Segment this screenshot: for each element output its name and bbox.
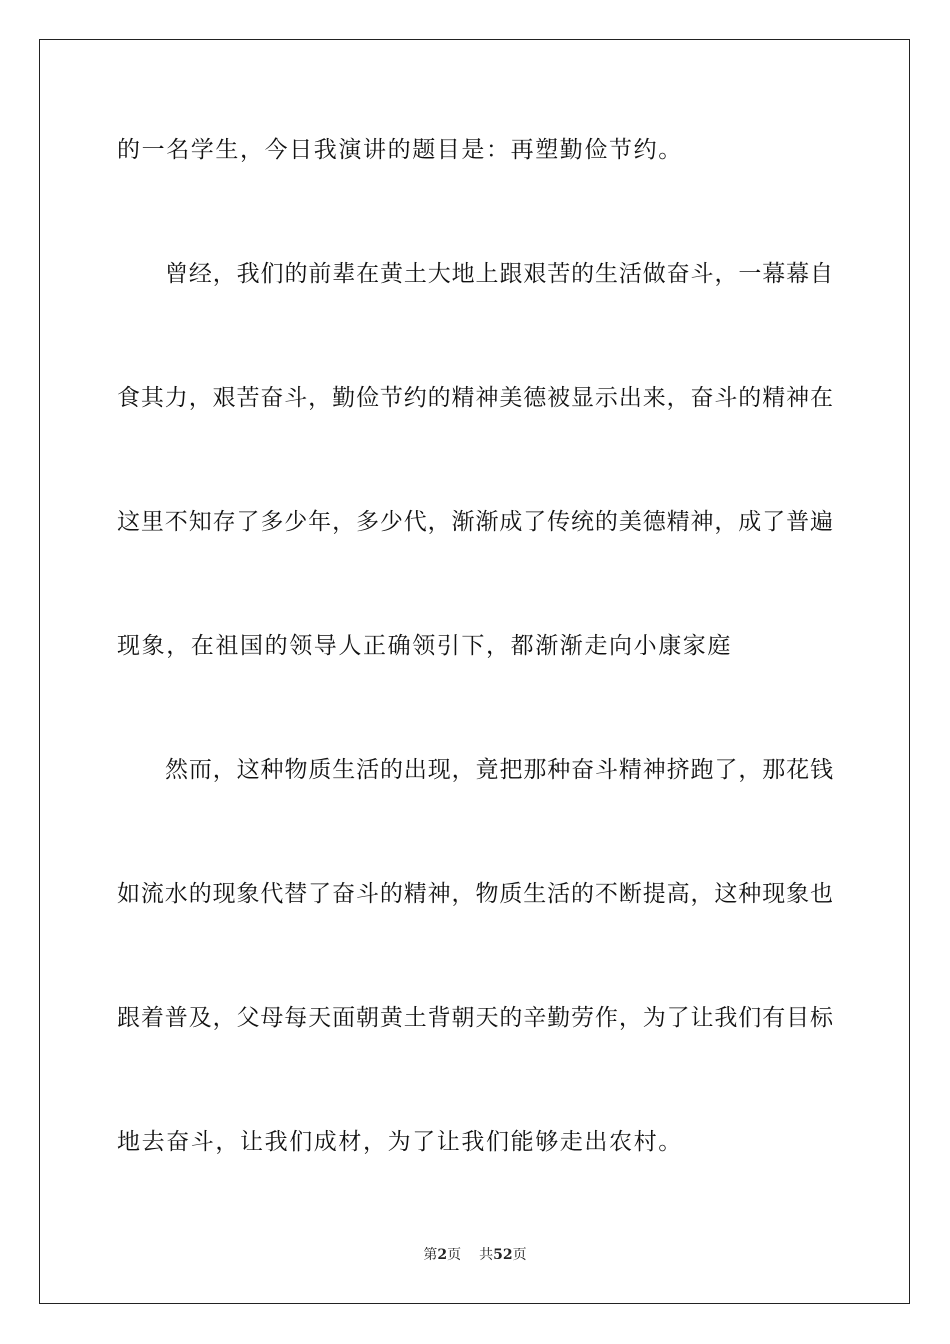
page-footer xyxy=(0,1245,950,1265)
body-line-4: 这里不知存了多少年，多少代，渐渐成了传统的美德精神，成了普遍 xyxy=(117,509,833,535)
footer-page-suffix: 页 xyxy=(447,1247,462,1263)
body-line-6: 然而，这种物质生活的出现，竟把那种奋斗精神挤跑了，那花钱 xyxy=(165,757,833,783)
body-line-5: 现象，在祖国的领导人正确领引下，都渐渐走向小康家庭 xyxy=(117,633,732,659)
body-line-3: 食其力，艰苦奋斗，勤俭节约的精神美德被显示出来，奋斗的精神在 xyxy=(117,385,833,411)
footer-total-suffix: 页 xyxy=(512,1247,527,1263)
page-border xyxy=(39,39,910,1304)
body-line-8: 跟着普及，父母每天面朝黄土背朝天的辛勤劳作，为了让我们有目标 xyxy=(117,1005,833,1031)
body-line-2: 曾经，我们的前辈在黄土大地上跟艰苦的生活做奋斗，一幕幕自 xyxy=(165,261,833,287)
footer-page-number: 2 xyxy=(437,1247,448,1263)
footer-page-prefix: 第 xyxy=(423,1247,438,1263)
body-line-9: 地去奋斗，让我们成材，为了让我们能够走出农村。 xyxy=(117,1129,683,1155)
footer-total-prefix: 共 xyxy=(479,1247,494,1263)
body-line-7: 如流水的现象代替了奋斗的精神，物质生活的不断提高，这种现象也 xyxy=(117,881,833,907)
body-line-1: 的一名学生，今日我演讲的题目是：再塑勤俭节约。 xyxy=(117,137,683,163)
footer-total-pages: 52 xyxy=(493,1247,513,1263)
